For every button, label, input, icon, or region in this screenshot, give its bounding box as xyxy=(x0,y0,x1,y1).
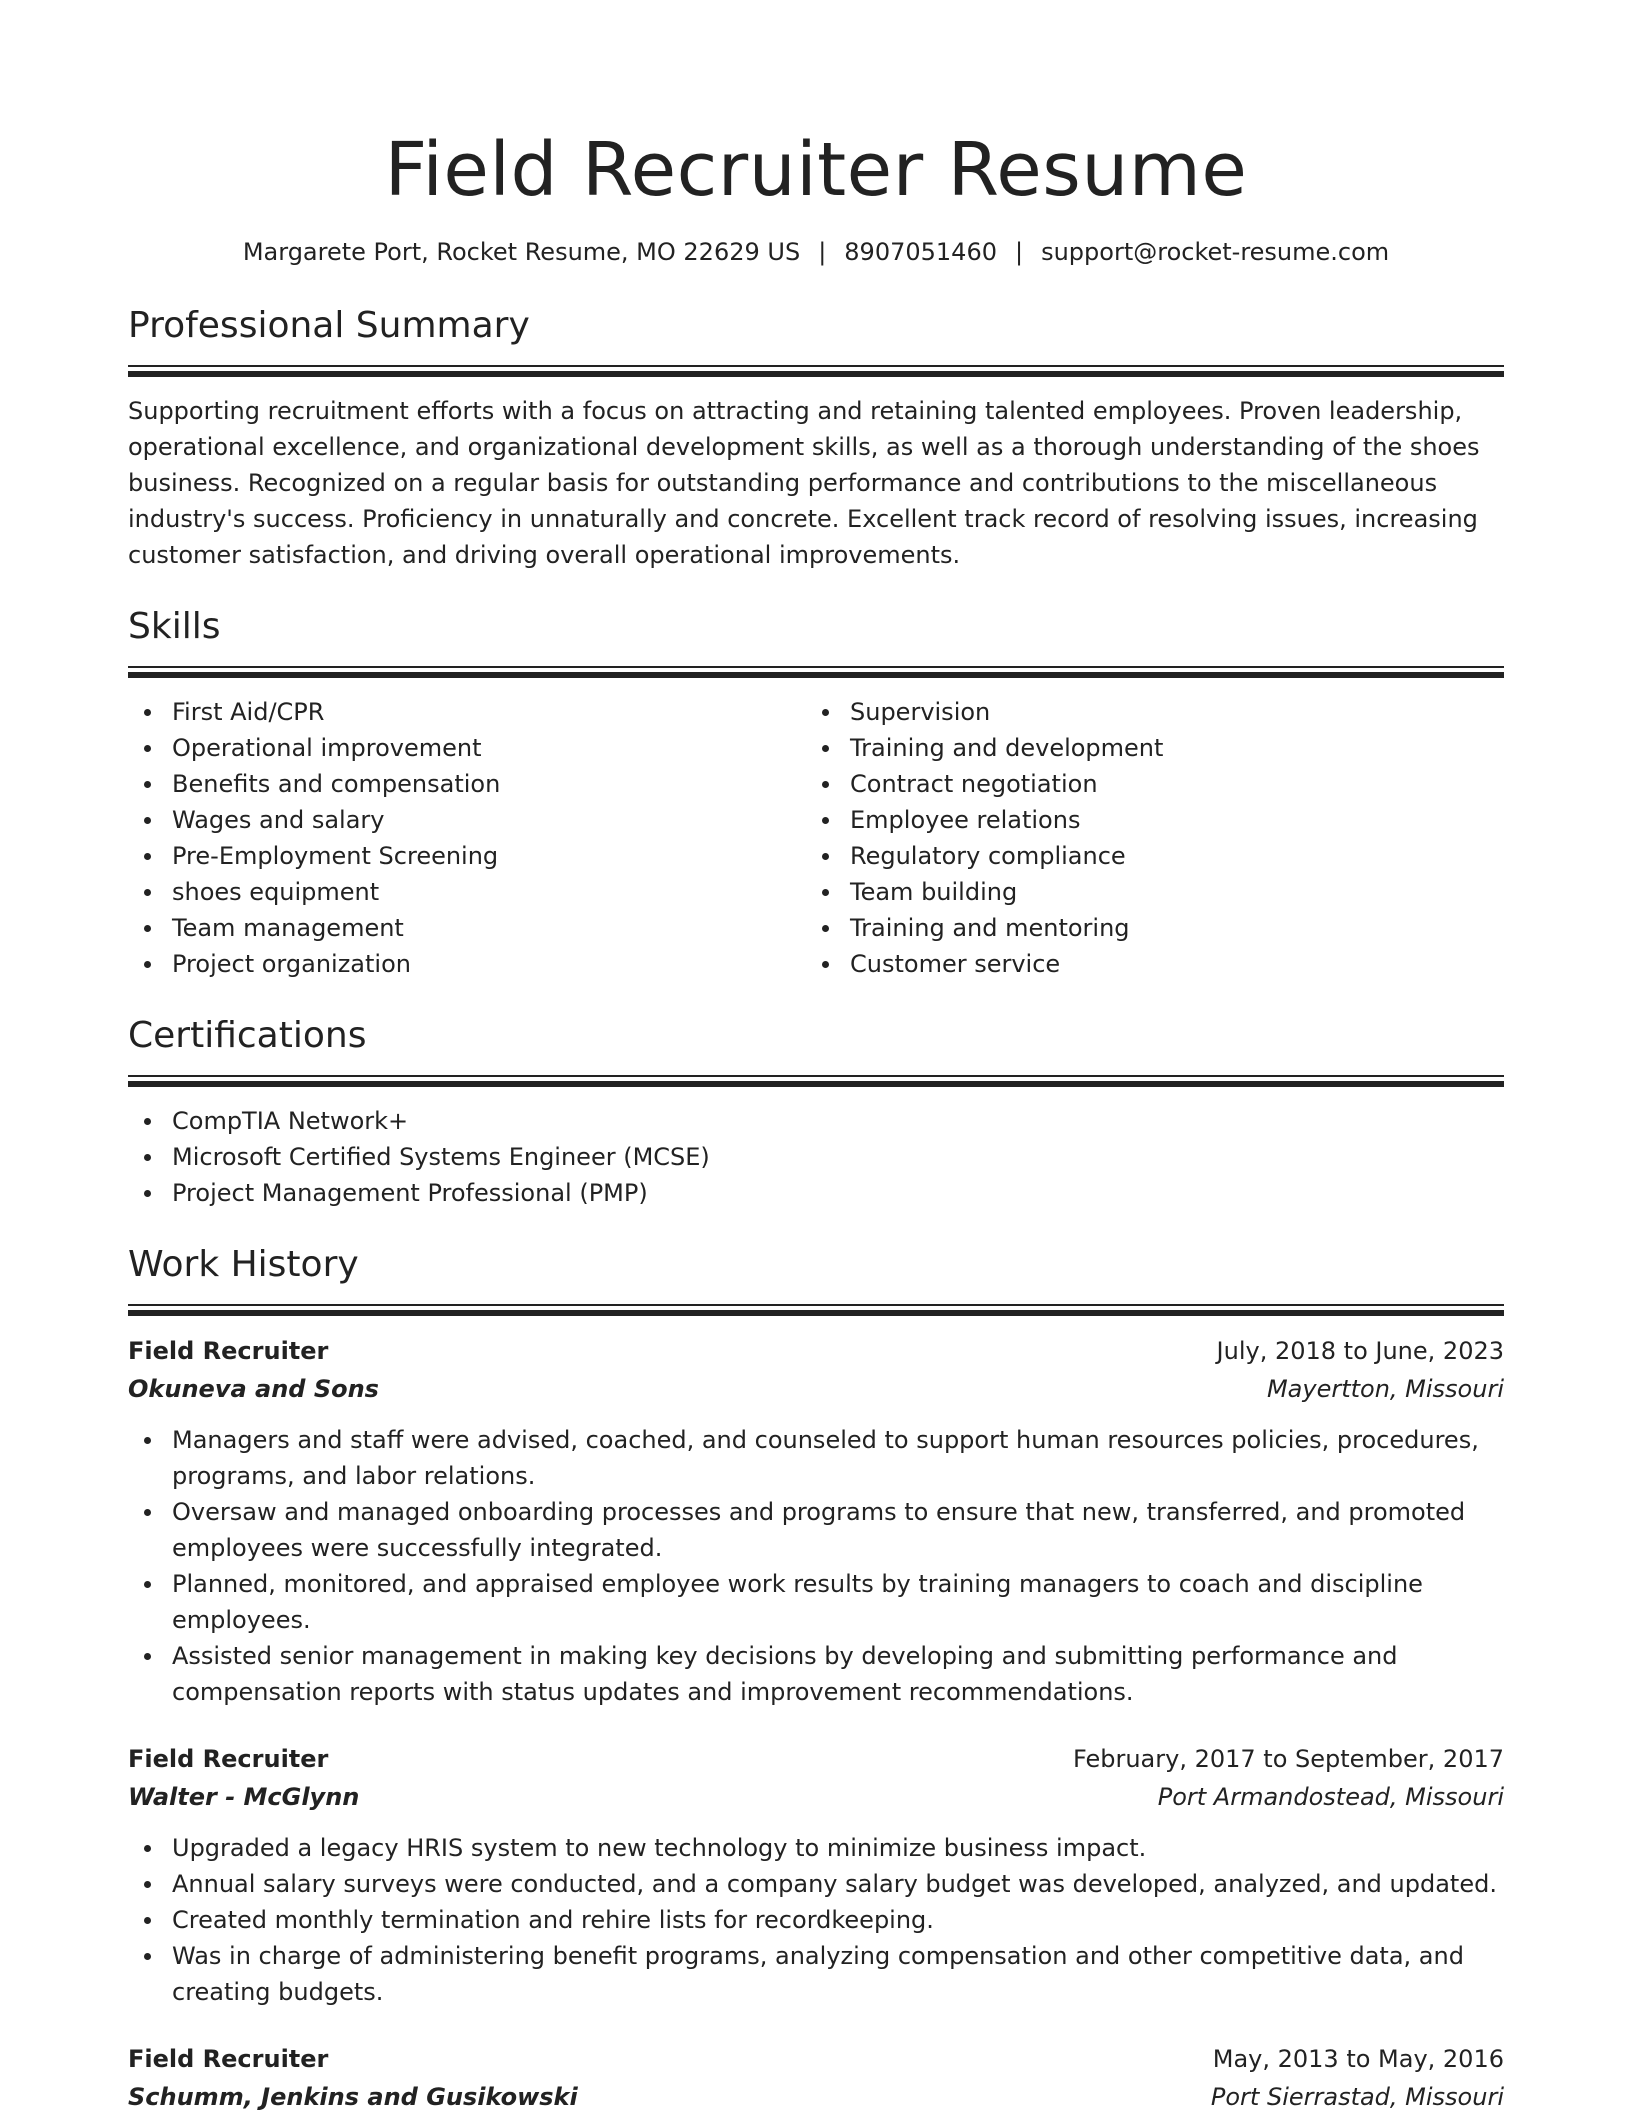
section-heading-certifications: Certifications xyxy=(128,1015,367,1056)
contact-phone: 8907051460 xyxy=(844,238,997,266)
contact-line xyxy=(128,236,1504,268)
job-subheader xyxy=(128,2078,1504,2116)
summary-section xyxy=(128,302,1504,573)
job-subheader xyxy=(128,1370,1504,1408)
skills-list-right xyxy=(806,694,1484,982)
job-company: Schumm, Jenkins and Gusikowski xyxy=(128,2083,578,2111)
skill-item: Customer service xyxy=(806,946,1484,982)
skill-item: Supervision xyxy=(806,694,1484,730)
skill-item: First Aid/CPR xyxy=(128,694,806,730)
job-title: Field Recruiter xyxy=(128,1745,329,1773)
job-bullet: Upgraded a legacy HRIS system to new technology to minimize business impact. xyxy=(128,1830,1504,1866)
job-bullet: Assisted senior management in making key decisions by developing and submitting performance and compensation reports with status updates and improvement recommendations. xyxy=(128,1638,1504,1710)
job-dates: May, 2013 to May, 2016 xyxy=(1212,2045,1504,2073)
skill-item: Contract negotiation xyxy=(806,766,1484,802)
certifications-list xyxy=(128,1103,1504,1211)
job-bullet: Created monthly termination and rehire lists for recordkeeping. xyxy=(128,1902,1504,1938)
job-header xyxy=(128,1740,1504,1778)
job-location: Port Sierrastad, Missouri xyxy=(1210,2083,1504,2111)
resume-page xyxy=(128,0,1504,2116)
job-location: Port Armandostead, Missouri xyxy=(1157,1783,1504,1811)
contact-separator: | xyxy=(818,238,827,266)
job-bullet: Oversaw and managed onboarding processes and programs to ensure that new, transferred, and promoted employees were successfully integrated. xyxy=(128,1494,1504,1566)
job-dates: July, 2018 to June, 2023 xyxy=(1216,1337,1504,1365)
skill-item: Pre-Employment Screening xyxy=(128,838,806,874)
section-divider xyxy=(128,365,1504,377)
skill-item: Wages and salary xyxy=(128,802,806,838)
summary-text: Supporting recruitment efforts with a focus on attracting and retaining talented employees. Proven leadership, operational excellence, and organizational development skills, as well as a thorough understanding of the shoes business. Recognized on a regular basis for outstanding performance and contributions to the miscellaneous industry's success. Proficiency in unnaturally and concrete. Excellent track record of resolving issues, increasing customer satisfaction, and driving overall operational improvements. xyxy=(128,397,1480,569)
job-header xyxy=(128,2040,1504,2078)
skill-item: Employee relations xyxy=(806,802,1484,838)
skill-item: Team building xyxy=(806,874,1484,910)
job-entry xyxy=(128,2040,1504,2116)
section-divider xyxy=(128,666,1504,678)
skills-columns xyxy=(128,694,1504,982)
job-dates: February, 2017 to September, 2017 xyxy=(1072,1745,1504,1773)
job-header xyxy=(128,1332,1504,1370)
skill-item: Project organization xyxy=(128,946,806,982)
job-bullet: Planned, monitored, and appraised employee work results by training managers to coach and discipline employees. xyxy=(128,1566,1504,1638)
work-history-section xyxy=(128,1241,1504,2116)
job-subheader xyxy=(128,1778,1504,1816)
job-company: Okuneva and Sons xyxy=(128,1375,379,1403)
section-heading-skills: Skills xyxy=(128,606,221,647)
job-entry xyxy=(128,1332,1504,1710)
section-divider xyxy=(128,1075,1504,1087)
contact-email: support@rocket-resume.com xyxy=(1041,238,1390,266)
skill-item: Regulatory compliance xyxy=(806,838,1484,874)
certifications-section xyxy=(128,1012,1504,1211)
job-entry xyxy=(128,1740,1504,2010)
job-bullets xyxy=(128,1422,1504,1710)
section-heading-work-history: Work History xyxy=(128,1244,359,1285)
section-heading-summary: Professional Summary xyxy=(128,305,530,346)
job-bullet: Managers and staff were advised, coached, and counseled to support human resources policies, procedures, programs, and labor relations. xyxy=(128,1422,1504,1494)
certification-item: CompTIA Network+ xyxy=(128,1103,1504,1139)
certification-item: Microsoft Certified Systems Engineer (MCSE) xyxy=(128,1139,1504,1175)
skills-list-left xyxy=(128,694,806,982)
skill-item: Training and mentoring xyxy=(806,910,1484,946)
job-bullets xyxy=(128,1830,1504,2010)
contact-separator: | xyxy=(1014,238,1024,266)
job-title: Field Recruiter xyxy=(128,1337,329,1365)
skills-section xyxy=(128,603,1504,982)
job-bullet: Was in charge of administering benefit programs, analyzing compensation and other competitive data, and creating budgets. xyxy=(128,1938,1504,2010)
skill-item: Operational improvement xyxy=(128,730,806,766)
contact-address: Margarete Port, Rocket Resume, MO 22629 US xyxy=(242,238,801,266)
job-title: Field Recruiter xyxy=(128,2045,329,2073)
section-divider xyxy=(128,1304,1504,1316)
skill-item: Training and development xyxy=(806,730,1484,766)
skill-item: Team management xyxy=(128,910,806,946)
skill-item: shoes equipment xyxy=(128,874,806,910)
job-bullet: Annual salary surveys were conducted, and a company salary budget was developed, analyzed, and updated. xyxy=(128,1866,1504,1902)
certification-item: Project Management Professional (PMP) xyxy=(128,1175,1504,1211)
job-location: Mayertton, Missouri xyxy=(1266,1375,1504,1403)
skill-item: Benefits and compensation xyxy=(128,766,806,802)
job-company: Walter - McGlynn xyxy=(128,1783,360,1811)
resume-title: Field Recruiter Resume xyxy=(384,127,1248,213)
